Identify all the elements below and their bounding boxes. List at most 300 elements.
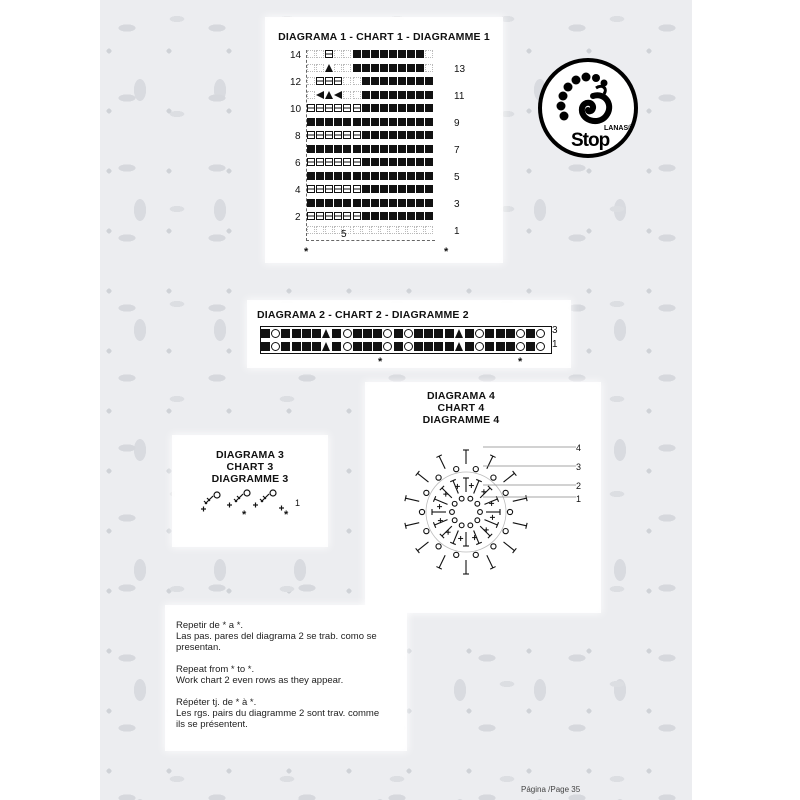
- chart-3-star-left: *: [242, 509, 247, 521]
- chart-2-grid: [260, 326, 552, 354]
- chart-1-cell: [316, 212, 324, 220]
- chart-4-title-line-1: DIAGRAMA 4: [426, 390, 496, 402]
- chart-1-left-row-14: 14: [290, 50, 302, 61]
- note-es-repeat: Repetir de * a *.: [176, 620, 244, 631]
- chart-1-cell: [407, 104, 415, 112]
- chart-1-cell: [362, 212, 370, 220]
- chart-1-cell: [343, 185, 351, 193]
- chart-1-cell: [380, 199, 388, 207]
- chart-1-cell: [353, 158, 361, 166]
- chart-1-cell: [307, 212, 315, 220]
- chart-1-cell: [353, 131, 361, 139]
- chart-1-left-row-8: 8: [295, 131, 301, 142]
- chart-1-right-row-7: 7: [454, 145, 460, 156]
- chart-4-symbol: [491, 544, 496, 549]
- chart-4-panel: [368, 385, 598, 610]
- chart-1-cell: [371, 158, 379, 166]
- chart-4-symbol: [405, 495, 406, 501]
- chart-1-cell: [407, 212, 415, 220]
- chart-2-panel: [250, 303, 568, 368]
- chart-1-cell: [334, 172, 342, 180]
- chart-1-cell: [380, 77, 388, 85]
- chart-1-cell: [353, 145, 361, 153]
- chart-1-cell: [343, 77, 351, 85]
- chart-1-cell: [416, 118, 424, 126]
- chart-1-cell: [316, 158, 324, 166]
- chart-4-symbol: [436, 475, 441, 480]
- chart-1-cell: [325, 64, 333, 72]
- chart-1-cell: [334, 185, 342, 193]
- chart-2-cell: [271, 329, 280, 338]
- chart-3-panel: [175, 438, 325, 544]
- chart-2-cell: [485, 342, 494, 351]
- chart-1-cell: [343, 145, 351, 153]
- chart-1-cell: [325, 226, 333, 234]
- chart-1-cell: [389, 199, 397, 207]
- chart-1-cell: [407, 64, 415, 72]
- chart-1-cell: [362, 91, 370, 99]
- chart-2-cell: [383, 329, 392, 338]
- chart-1-cell: [316, 50, 324, 58]
- chart-2-cell: [434, 342, 443, 351]
- chart-2-cell: [373, 329, 382, 338]
- chart-1-cell: [316, 185, 324, 193]
- chart-4-symbol: [507, 509, 512, 514]
- chart-2-cell: [475, 342, 484, 351]
- chart-1-cell: [316, 172, 324, 180]
- notes-panel: [168, 608, 404, 748]
- chart-1-cell: [362, 158, 370, 166]
- logo-brand-top: LANAS®: [604, 125, 634, 132]
- chart-1-cell: [371, 50, 379, 58]
- chart-1-cell: [307, 131, 315, 139]
- chart-1-cell: [371, 226, 379, 234]
- chart-4-symbol: [468, 496, 473, 501]
- chart-1-cell: [389, 158, 397, 166]
- note-fr-even-rows-1: Les rgs. pairs du diagramme 2 sont trav. comme: [176, 708, 380, 719]
- chart-2-cell: [445, 329, 454, 338]
- chart-1-cell: [343, 64, 351, 72]
- chart-1-cell: [343, 118, 351, 126]
- chart-1-cell: [343, 172, 351, 180]
- chart-1-cell: [316, 104, 324, 112]
- chart-1-cell: [416, 91, 424, 99]
- chart-1-grid: [306, 50, 435, 241]
- chart-1-cell: [334, 91, 342, 99]
- chart-1-cell: [307, 158, 315, 166]
- chart-4-symbol: [442, 526, 452, 536]
- chart-3-stitch-diagram: [195, 488, 310, 528]
- chart-1-cell: [307, 145, 315, 153]
- chart-1-right-row-13: 13: [454, 64, 466, 75]
- chart-4-symbol: [442, 488, 452, 498]
- chart-1-cell: [398, 185, 406, 193]
- page-number: Página /Page 35: [521, 785, 581, 794]
- chart-2-cell: [292, 329, 301, 338]
- chart-2-cell: [455, 342, 463, 351]
- chart-4-symbol: [439, 456, 445, 469]
- chart-1-cell: [343, 131, 351, 139]
- chart-1-cell: [380, 50, 388, 58]
- chart-2-cell: [485, 329, 494, 338]
- chart-1-cell: [389, 145, 397, 153]
- chart-1-cell: [307, 91, 315, 99]
- chart-1-cell: [416, 185, 424, 193]
- chart-4-symbol: [424, 490, 429, 495]
- chart-2-cell: [343, 329, 352, 338]
- chart-1-cell: [407, 118, 415, 126]
- chart-1-cell: [362, 131, 370, 139]
- chart-1-cell: [425, 50, 433, 58]
- chart-1-cell: [353, 172, 361, 180]
- chart-1-cell: [353, 199, 361, 207]
- lanas-stop-logo: [538, 58, 638, 158]
- chart-1-cell: [389, 77, 397, 85]
- chart-2-cell: [302, 329, 311, 338]
- chart-1-cell: [334, 104, 342, 112]
- chart-4-symbol: [526, 495, 527, 501]
- chart-1-cell: [371, 212, 379, 220]
- chart-1-cell: [325, 50, 333, 58]
- chart-3-title-line-1: DIAGRAMA 3: [215, 449, 285, 461]
- chart-2-cell: [343, 342, 352, 351]
- chart-1-cell: [389, 131, 397, 139]
- chart-1-cell: [389, 91, 397, 99]
- chart-1-cell: [353, 226, 361, 234]
- chart-1-cell: [307, 104, 315, 112]
- chart-1-cell: [389, 172, 397, 180]
- chart-4-symbol: [418, 542, 429, 551]
- chart-4-symbol: [459, 523, 464, 528]
- chart-1-cell: [307, 185, 315, 193]
- chart-1-cell: [343, 50, 351, 58]
- chart-1-cell: [416, 226, 424, 234]
- chart-4-symbol: [473, 552, 478, 557]
- chart-1-cell: [407, 131, 415, 139]
- chart-1-cell: [380, 145, 388, 153]
- chart-4-symbol: [436, 544, 441, 549]
- chart-1-cell: [380, 185, 388, 193]
- chart-1-cell: [389, 185, 397, 193]
- chart-1-cell: [325, 212, 333, 220]
- chart-1-cell: [371, 64, 379, 72]
- chart-1-cell: [334, 50, 342, 58]
- chart-1-cell: [380, 131, 388, 139]
- chart-1-cell: [398, 212, 406, 220]
- chart-2-cell: [261, 342, 270, 351]
- chart-3-star-right: *: [284, 509, 289, 521]
- chart-1-cell: [362, 50, 370, 58]
- chart-4-symbol: [491, 475, 496, 480]
- logo-brand-main: Stop: [571, 130, 610, 151]
- chart-2-cell: [312, 342, 321, 351]
- chart-4-symbol: [454, 552, 459, 557]
- chart-1-cell: [362, 145, 370, 153]
- chart-2-star-right: *: [518, 356, 523, 368]
- chart-1-cell: [325, 104, 333, 112]
- chart-1-cell: [398, 226, 406, 234]
- chart-2-cell: [383, 342, 392, 351]
- chart-4-symbol: [405, 523, 406, 529]
- chart-1-cell: [362, 118, 370, 126]
- chart-1-left-row-4: 4: [295, 185, 301, 196]
- chart-1-cell: [371, 104, 379, 112]
- chart-2-cell: [516, 342, 525, 351]
- chart-4-round-2: 2: [576, 481, 582, 491]
- chart-1-cell: [325, 145, 333, 153]
- chart-1-cell: [398, 50, 406, 58]
- chart-1-cell: [316, 131, 324, 139]
- chart-2-cell: [414, 342, 423, 351]
- chart-1-cell: [407, 158, 415, 166]
- chart-1-cell: [425, 118, 433, 126]
- chart-3-row-1: 1: [295, 498, 301, 508]
- chart-1-right-row-11: 11: [454, 91, 465, 102]
- chart-1-cell: [316, 91, 324, 99]
- chart-1-cell: [407, 91, 415, 99]
- chart-1-cell: [416, 199, 424, 207]
- chart-1-cell: [353, 118, 361, 126]
- chart-1-cell: [334, 64, 342, 72]
- chart-2-cell: [455, 329, 463, 338]
- chart-1-cell: [407, 199, 415, 207]
- chart-1-cell: [334, 199, 342, 207]
- chart-1-cell: [362, 199, 370, 207]
- chart-2-cell: [506, 329, 515, 338]
- chart-1-left-row-12: 12: [290, 77, 302, 88]
- chart-1-cell: [334, 77, 342, 85]
- chart-1-cell: [316, 118, 324, 126]
- chart-4-symbol: [503, 490, 508, 495]
- chart-4-symbol: [513, 523, 527, 526]
- chart-4-symbol: [504, 473, 515, 482]
- chart-4-symbol: [478, 510, 483, 515]
- chart-4-symbol: [424, 528, 429, 533]
- chart-1-cell: [407, 185, 415, 193]
- note-fr-even-rows-2: ils se présentent.: [176, 719, 248, 730]
- chart-2-cell: [404, 342, 413, 351]
- chart-1-cell: [425, 199, 433, 207]
- chart-3-title-line-2: CHART 3: [226, 461, 274, 473]
- chart-4-symbol: [406, 498, 420, 501]
- chart-1-cell: [362, 64, 370, 72]
- chart-1-cell: [398, 172, 406, 180]
- chart-2-cell: [526, 329, 535, 338]
- chart-2-cell: [281, 342, 290, 351]
- chart-4-symbol: [454, 467, 459, 472]
- chart-2-cell: [536, 329, 545, 338]
- chart-1-cell: [425, 131, 433, 139]
- chart-1-right-row-9: 9: [454, 118, 460, 129]
- chart-1-cell: [316, 145, 324, 153]
- chart-4-symbol: [475, 501, 480, 506]
- chart-1-cell: [362, 172, 370, 180]
- chart-1-cell: [325, 158, 333, 166]
- chart-1-cell: [398, 118, 406, 126]
- chart-1-cell: [343, 158, 351, 166]
- chart-1-star-left: *: [304, 246, 309, 258]
- chart-1-cell: [371, 199, 379, 207]
- chart-2-cell: [281, 329, 290, 338]
- chart-1-right-row-1: 1: [454, 226, 460, 237]
- chart-1-cell: [325, 91, 333, 99]
- chart-1-cell: [371, 172, 379, 180]
- chart-1-cell: [389, 212, 397, 220]
- chart-1-cell: [362, 104, 370, 112]
- chart-1-cell: [398, 131, 406, 139]
- chart-1-cell: [371, 77, 379, 85]
- chart-2-cell: [424, 342, 433, 351]
- chart-4-symbol: [504, 542, 515, 551]
- chart-1-cell: [325, 131, 333, 139]
- chart-1-cell: [353, 185, 361, 193]
- chart-1-cell: [416, 64, 424, 72]
- chart-1-cell: [425, 185, 433, 193]
- chart-2-cell: [302, 342, 311, 351]
- chart-1-cell: [380, 158, 388, 166]
- chart-4-symbol: [484, 520, 497, 525]
- chart-1-cell: [416, 50, 424, 58]
- chart-1-cell: [353, 77, 361, 85]
- chart-1-cell: [416, 145, 424, 153]
- chart-1-right-row-3: 3: [454, 199, 460, 210]
- chart-2-cell: [394, 342, 403, 351]
- chart-2-cell: [404, 329, 413, 338]
- chart-1-cell: [353, 50, 361, 58]
- chart-1-cell: [307, 172, 315, 180]
- chart-4-symbol: [418, 473, 429, 482]
- chart-1-cell: [398, 77, 406, 85]
- chart-1-cell: [425, 77, 433, 85]
- chart-1-cell: [307, 77, 315, 85]
- chart-1-cell: [398, 199, 406, 207]
- chart-1-cell: [334, 212, 342, 220]
- chart-2-cell: [312, 329, 321, 338]
- chart-2-row-1: 1: [552, 339, 558, 350]
- chart-1-cell: [362, 226, 370, 234]
- chart-1-cell: [407, 77, 415, 85]
- chart-3-title-line-3: DIAGRAMME 3: [211, 473, 289, 485]
- chart-1-cell: [371, 91, 379, 99]
- note-en-even-rows: Work chart 2 even rows as they appear.: [176, 675, 344, 686]
- chart-2-cell: [394, 329, 403, 338]
- chart-1-cell: [325, 172, 333, 180]
- chart-4-symbol: [468, 523, 473, 528]
- chart-1-cell: [343, 104, 351, 112]
- chart-2-cell: [465, 329, 474, 338]
- note-en-repeat: Repeat from * to *.: [176, 664, 255, 675]
- chart-1-cell: [353, 104, 361, 112]
- chart-1-cell: [425, 226, 433, 234]
- note-es-even-rows-2: presentan.: [176, 642, 221, 653]
- chart-1-cell: [307, 64, 315, 72]
- chart-1-cell: [362, 77, 370, 85]
- note-fr-repeat: Répéter tj. de * à *.: [176, 697, 257, 708]
- chart-1-cell: [334, 118, 342, 126]
- chart-1-cell: [416, 104, 424, 112]
- chart-1-cell: [425, 212, 433, 220]
- chart-2-cell: [414, 329, 423, 338]
- chart-1-cell: [353, 91, 361, 99]
- chart-1-cell: [407, 172, 415, 180]
- chart-2-cell: [496, 342, 505, 351]
- chart-2-star-left: *: [378, 356, 383, 368]
- chart-1-cell: [425, 172, 433, 180]
- chart-4-symbol: [473, 467, 478, 472]
- chart-2-cell: [363, 329, 372, 338]
- chart-4-round-3: 3: [576, 462, 582, 472]
- chart-1-cell: [389, 226, 397, 234]
- chart-1-cell: [343, 199, 351, 207]
- chart-2-cell: [261, 329, 270, 338]
- chart-4-symbol: [439, 555, 445, 568]
- chart-1-title: DIAGRAMA 1 - CHART 1 - DIAGRAMME 1: [278, 31, 490, 43]
- chart-2-row-3: 3: [552, 325, 558, 336]
- chart-1-cell: [380, 118, 388, 126]
- chart-1-cell: [407, 50, 415, 58]
- chart-1-cell: [389, 104, 397, 112]
- note-es-even-rows-1: Las pas. pares del diagrama 2 se trab. como se: [176, 631, 377, 642]
- chart-4-symbol: [513, 498, 527, 501]
- chart-4-symbol: [475, 518, 480, 523]
- chart-4-symbol: [452, 501, 457, 506]
- chart-4-symbol: [487, 456, 493, 469]
- chart-1-cell: [380, 212, 388, 220]
- chart-1-cell: [416, 158, 424, 166]
- chart-2-cell: [322, 342, 330, 351]
- chart-1-left-row-6: 6: [295, 158, 301, 169]
- chart-1-cell: [353, 212, 361, 220]
- chart-1-cell: [334, 145, 342, 153]
- chart-1-cell: [307, 199, 315, 207]
- chart-4-motif-diagram: [388, 430, 588, 590]
- chart-1-cell: [425, 145, 433, 153]
- chart-4-symbol: [435, 499, 448, 504]
- chart-1-cell: [416, 131, 424, 139]
- chart-1-cell: [398, 91, 406, 99]
- chart-1-cell: [325, 77, 333, 85]
- chart-1-cell: [389, 118, 397, 126]
- chart-1-cell: [380, 104, 388, 112]
- chart-4-title-line-3: DIAGRAMME 4: [422, 414, 500, 426]
- chart-4-round-1: 1: [576, 494, 582, 504]
- chart-1-cell: [407, 145, 415, 153]
- chart-4-symbol: [474, 481, 479, 494]
- chart-4-symbol: [406, 523, 420, 526]
- chart-2-cell: [271, 342, 280, 351]
- chart-1-cell: [416, 77, 424, 85]
- chart-1-cell: [353, 64, 361, 72]
- chart-2-cell: [332, 342, 341, 351]
- chart-1-cell: [398, 104, 406, 112]
- chart-2-cell: [292, 342, 301, 351]
- chart-4-round-4: 4: [576, 443, 582, 453]
- chart-1-cell: [316, 199, 324, 207]
- chart-1-cell: [307, 118, 315, 126]
- chart-2-cell: [496, 329, 505, 338]
- chart-4-symbol: [452, 518, 457, 523]
- chart-1-cell: [371, 118, 379, 126]
- chart-1-cell: [371, 185, 379, 193]
- chart-1-cell: [316, 64, 324, 72]
- chart-1-cell: [425, 91, 433, 99]
- chart-2-cell: [322, 329, 330, 338]
- chart-4-symbol: [487, 555, 493, 568]
- chart-2-cell: [526, 342, 535, 351]
- chart-1-cell: [343, 91, 351, 99]
- chart-1-cell: [334, 131, 342, 139]
- chart-1-cell: [425, 158, 433, 166]
